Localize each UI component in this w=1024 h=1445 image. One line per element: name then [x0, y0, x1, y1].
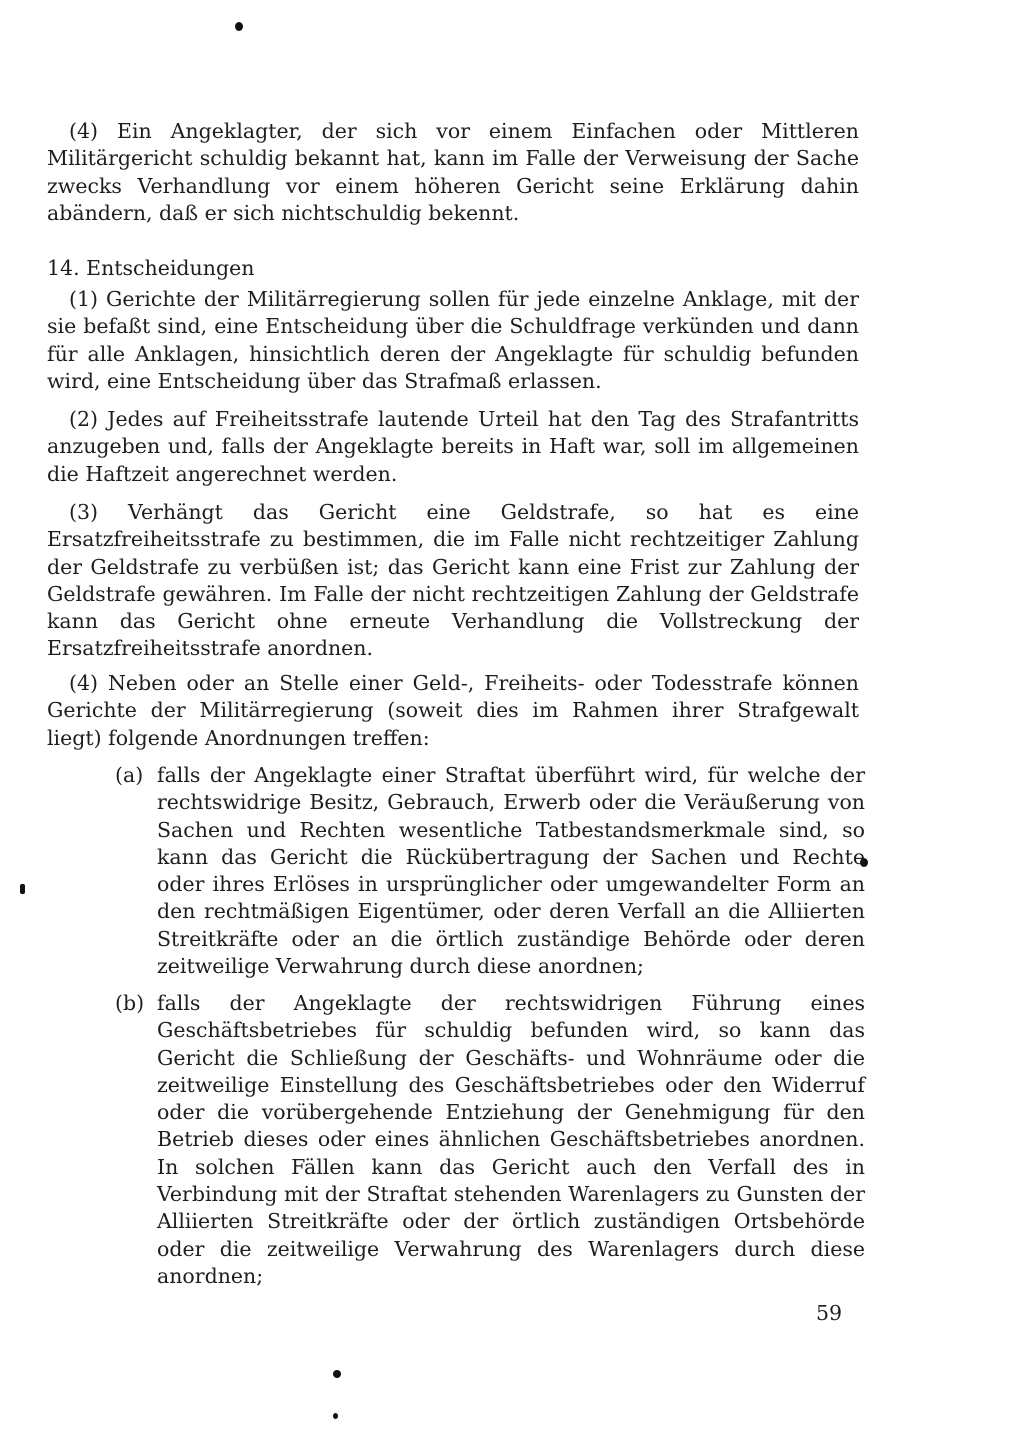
- page-number: 59: [816, 1301, 843, 1325]
- paragraph-4: [47, 670, 859, 752]
- scan-speck: [333, 1370, 341, 1378]
- paragraph-text: (2) Jedes auf Freiheitsstrafe lautende Urteil hat den Tag des Strafantritts anzugeben und, falls der Angeklagte bereits in Haft war, soll im allgemeinen die Haftzeit angerechnet werden.: [47, 407, 859, 486]
- list-item-a: [115, 762, 865, 980]
- paragraph-text: (4) Neben oder an Stelle einer Geld-, Freiheits- oder Todesstrafe können Gerichte der Militärregierung (soweit dies im Rahmen ihrer Strafgewalt liegt) folgende Anordnungen treffen:: [47, 671, 859, 750]
- paragraph-3: [47, 499, 859, 663]
- paragraph-2: [47, 406, 859, 488]
- paragraph-text: (1) Gerichte der Militärregierung sollen für jede einzelne Anklage, mit der sie befaßt sind, eine Entscheidung über die Schuldfrage verkünden und dann für alle Anklagen, hinsichtlich deren der Angeklagte für schuldig befunden wird, eine Entscheidung über das Strafmaß erlassen.: [47, 287, 859, 393]
- list-item-text: falls der Angeklagte der rechtswidrigen Führung eines Geschäftsbetriebes für schuldig befunden wird, so kann das Gericht die Schließung der Geschäfts- und Wohnräume oder die zeitweilige Einstellung des Geschäftsbetriebes oder den Widerruf oder die vorübergehende Entziehung der Genehmigung für den Betrieb dieses oder eines ähnlichen Geschäftsbetriebes anordnen. In solchen Fällen kann das Gericht auch den Verfall des in Verbindung mit der Straftat stehenden Warenlagers zu Gunsten der Alliierten Streitkräfte oder der örtlich zuständigen Ortsbehörde oder die zeitweilige Verwahrung des Warenlagers durch diese anordnen;: [157, 991, 865, 1288]
- paragraph-text: (4) Ein Angeklagter, der sich vor einem Einfachen oder Mittleren Militärgericht schuldig bekannt hat, kann im Falle der Verweisung der Sache zwecks Verhandlung vor einem höheren Gericht seine Erklärung dahin abändern, daß er sich nichtschuldig bekennt.: [47, 119, 859, 225]
- list-item-text: falls der Angeklagte einer Straftat überführt wird, für welche der rechtswidrige Besitz, Gebrauch, Erwerb oder die Veräußerung von Sachen und Rechten wesentliche Tatbestandsmerkmale sind, so kann das Gericht die Rückübertragung der Sachen und Rechte oder ihres Erlöses in ursprünglicher oder umgewandelter Form an den rechtmäßigen Eigentümer, oder deren Verfall an die Alliierten Streitkräfte oder an die örtlich zuständige Behörde oder deren zeitweilige Verwahrung durch diese anordnen;: [157, 763, 865, 979]
- paragraph-prev-4: [47, 118, 859, 227]
- scan-speck: [235, 22, 243, 31]
- paragraph-text: (3) Verhängt das Gericht eine Geldstrafe, so hat es eine Ersatzfreiheitsstrafe zu bestimmen, die im Falle nicht rechtzeitiger Zahlung der Geldstrafe zu verbüßen ist; das Gericht kann eine Frist zur Zahlung der Geldstrafe gewähren. Im Falle der nicht rechtzeitigen Zahlung der Geldstrafe kann das Gericht ohne erneute Verhandlung die Vollstreckung der Ersatzfreiheitsstrafe anordnen.: [47, 500, 859, 661]
- list-marker: (a): [115, 763, 144, 787]
- section-heading: 14. Entscheidungen: [47, 256, 255, 280]
- list-marker: (b): [115, 991, 145, 1015]
- paragraph-1: [47, 286, 859, 395]
- scan-speck: [20, 884, 25, 894]
- scan-speck: [333, 1413, 338, 1419]
- list-item-b: [115, 990, 865, 1290]
